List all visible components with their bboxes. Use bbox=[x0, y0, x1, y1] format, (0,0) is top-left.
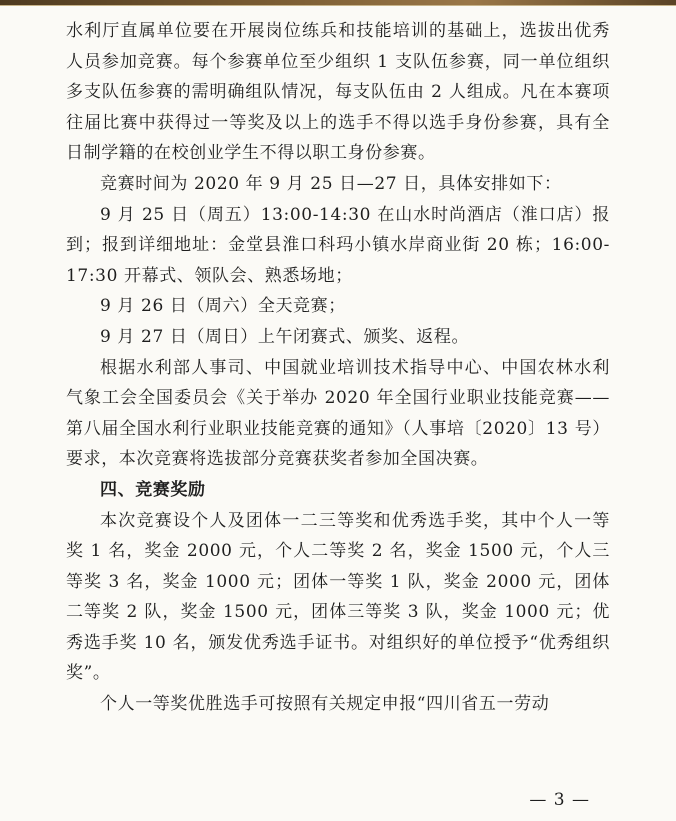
section-heading-awards: 四、竞赛奖励 bbox=[100, 479, 206, 500]
paragraph-participation-rules: 水利厅直属单位要在开展岗位练兵和技能培训的基础上，选拔出优秀人员参加竞赛。每个参赛单位至少组织 1 支队伍参赛，同一单位组织多支队伍参赛的需明确组队情况，每支队伍由 2 人组成。凡在本赛项往届比赛中获得过一等奖及以上的选手不得以选手身份参赛，具有全日制学籍的在校创业学生不得以职工身份参赛。 bbox=[66, 21, 610, 164]
paragraph-national-selection: 根据水利部人事司、中国就业培训技术指导中心、中国农林水利气象工会全国委员会《关于举办 2020 年全国行业职业技能竞赛——第八届全国水利行业职业技能竞赛的通知》（人事培〔2020〕13 号）要求，本次竞赛将选拔部分竞赛获奖者参加全国决赛。 bbox=[66, 357, 610, 470]
paragraph-schedule-day1: 9 月 25 日（周五）13:00-14:30 在山水时尚酒店（淮口店）报到；报到详细地址：金堂县淮口科玛小镇水岸商业街 20 栋；16:00-17:30 开幕式、领队会、熟悉场地； bbox=[66, 204, 610, 286]
paragraph-schedule-day2: 9 月 26 日（周六）全天竞赛； bbox=[100, 296, 346, 317]
paragraph-schedule-intro: 竞赛时间为 2020 年 9 月 25 日—27 日，具体安排如下： bbox=[100, 173, 562, 194]
document-page bbox=[66, 16, 610, 720]
paragraph-schedule-day3: 9 月 27 日（周日）上午闭赛式、颁奖、返程。 bbox=[100, 326, 470, 347]
paragraph-awards-detail: 本次竞赛设个人及团体一二三等奖和优秀选手奖，其中个人一等奖 1 名，奖金 2000 元，个人二等奖 2 名，奖金 1500 元，个人三等奖 3 名，奖金 1000 元；团体一等奖 1 队，奖金 2000 元，团体二等奖 2 队，奖金 1500 元，团体三等奖 3 队，奖金 1000 元；优秀选手奖 10 名，颁发优秀选手证书。对组织好的单位授予“优秀组织奖”。 bbox=[66, 510, 610, 684]
top-divider-line bbox=[0, 5, 676, 6]
page-number: — 3 — bbox=[529, 790, 590, 810]
paragraph-first-prize-honor: 个人一等奖优胜选手可按照有关规定申报“四川省五一劳动 bbox=[100, 694, 550, 715]
